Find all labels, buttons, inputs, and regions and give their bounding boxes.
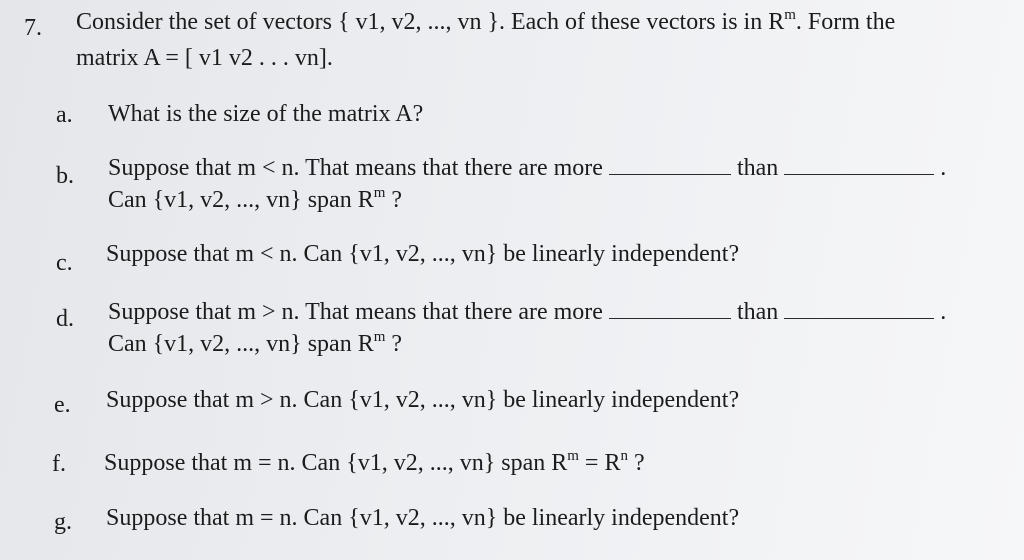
than-word: than bbox=[736, 155, 779, 181]
problem-intro-line1 bbox=[76, 8, 895, 36]
part-d-line2 bbox=[108, 330, 402, 358]
superscript-m: m bbox=[567, 448, 579, 464]
part-b-text: Suppose that m < n. That means that there are more bbox=[108, 155, 603, 181]
problem-intro-line2: matrix A = [ v1 v2 . . . vn]. bbox=[76, 45, 333, 71]
part-g-label: g. bbox=[54, 509, 72, 535]
part-e-question: Suppose that m > n. Can {v1, v2, ..., vn} be linearly independent? bbox=[106, 387, 740, 413]
part-f-label: f. bbox=[52, 451, 66, 477]
part-f-text: Suppose that m = n. Can {v1, v2, ..., vn} span R bbox=[104, 450, 568, 476]
part-e-label: e. bbox=[54, 392, 71, 418]
part-d-line1 bbox=[108, 298, 946, 326]
answer-blank[interactable] bbox=[609, 156, 731, 175]
part-d-span-text: Can {v1, v2, ..., vn} span R bbox=[108, 331, 374, 357]
part-g-question: Suppose that m = n. Can {v1, v2, ..., vn} be linearly independent? bbox=[106, 505, 740, 531]
part-b-span-text: Can {v1, v2, ..., vn} span R bbox=[108, 187, 374, 213]
answer-blank[interactable] bbox=[609, 300, 731, 319]
part-b-line1 bbox=[108, 154, 946, 182]
superscript-m: m bbox=[784, 7, 796, 23]
question-mark: ? bbox=[627, 450, 645, 476]
period: . bbox=[940, 299, 947, 325]
than-word: than bbox=[736, 299, 779, 325]
part-c-label: c. bbox=[56, 250, 73, 276]
part-f-question bbox=[104, 449, 645, 477]
answer-blank[interactable] bbox=[784, 156, 934, 175]
part-b-label: b. bbox=[56, 163, 74, 189]
superscript-m: m bbox=[373, 329, 386, 345]
part-a-label: a. bbox=[56, 102, 73, 128]
part-d-label: d. bbox=[56, 306, 74, 332]
intro-text-end: . Form the bbox=[795, 9, 896, 35]
intro-text: Consider the set of vectors { v1, v2, ..., vn }. Each of these vectors is in R bbox=[76, 9, 785, 35]
superscript-n: n bbox=[620, 448, 628, 464]
superscript-m: m bbox=[373, 185, 386, 201]
period: . bbox=[940, 155, 947, 181]
question-mark: ? bbox=[385, 331, 403, 357]
part-b-line2 bbox=[108, 186, 402, 214]
question-mark: ? bbox=[385, 187, 403, 213]
problem-number: 7. bbox=[24, 15, 42, 41]
part-a-question: What is the size of the matrix A? bbox=[108, 101, 424, 127]
part-c-question: Suppose that m < n. Can {v1, v2, ..., vn} be linearly independent? bbox=[106, 241, 740, 267]
equals-r: = R bbox=[578, 450, 621, 476]
answer-blank[interactable] bbox=[784, 300, 934, 319]
part-d-text: Suppose that m > n. That means that there are more bbox=[108, 299, 603, 325]
